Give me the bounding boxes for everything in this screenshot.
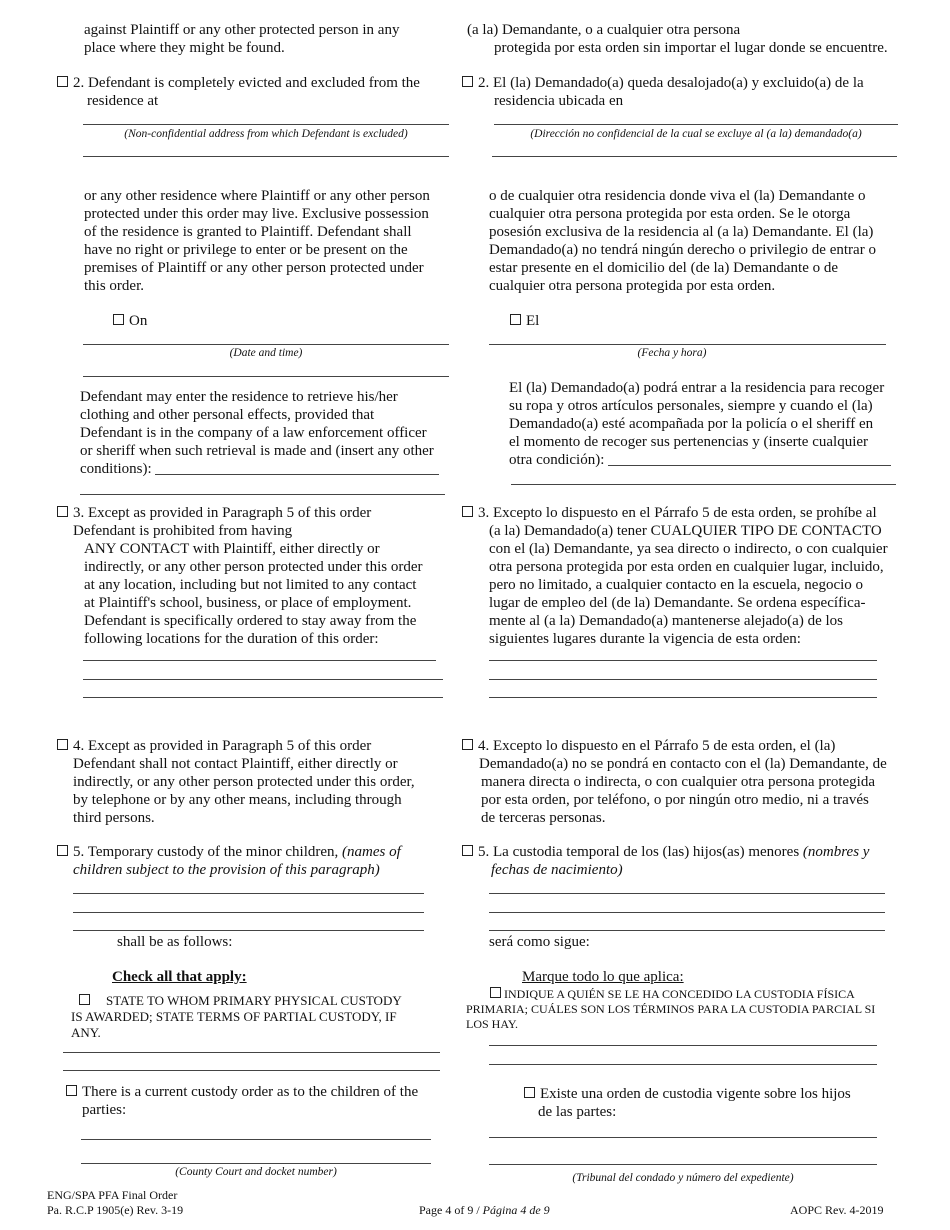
es-follows: será como sigue: bbox=[489, 934, 590, 950]
en-follows: shall be as follows: bbox=[117, 934, 233, 950]
en-item5-checkbox[interactable] bbox=[57, 845, 68, 856]
en-check-all: Check all that apply: bbox=[112, 969, 247, 985]
es-children-line-1[interactable] bbox=[489, 893, 885, 894]
en-on-option: On bbox=[113, 312, 147, 330]
es-children-line-3[interactable] bbox=[489, 930, 885, 931]
en-date-line-2[interactable] bbox=[83, 376, 449, 377]
es-date-line[interactable] bbox=[489, 344, 886, 345]
en-children-line-3[interactable] bbox=[73, 930, 424, 931]
en-locations-line-3[interactable] bbox=[83, 697, 443, 698]
en-item3-checkbox[interactable] bbox=[57, 506, 68, 517]
es-item4-heading: 4. Excepto lo dispuesto en el Párrafo 5 de esta orden, el (la) bbox=[462, 737, 835, 755]
es-item2-heading: 2. El (la) Demandado(a) queda desalojado(a) y excluido(a) de la bbox=[462, 74, 864, 92]
es-item5-heading: 5. La custodia temporal de los (las) hijos(as) menores (nombres y bbox=[462, 843, 869, 861]
en-item4-body: Defendant shall not contact Plaintiff, either directly or indirectly, or any other person protected under this order, by telephone or by any other means, including through third persons. bbox=[73, 756, 415, 826]
es-item3-heading: 3. Excepto lo dispuesto en el Párrafo 5 de esta orden, se prohíbe al bbox=[462, 504, 877, 522]
en-state-custody-checkbox[interactable] bbox=[79, 994, 90, 1005]
en-custody-line-2[interactable] bbox=[63, 1070, 440, 1071]
es-address-line-2[interactable] bbox=[492, 156, 897, 157]
es-address-caption: (Dirección no confidencial de la cual se excluye al (a la) demandado(a) bbox=[530, 128, 862, 140]
es-conditions-field[interactable] bbox=[608, 453, 891, 466]
en-item3-body: ANY CONTACT with Plaintiff, either directly or indirectly, or any other person protected under this order at any location, including but not limited to any contact at Plaintiff's school, business, or place of employment. Defendant is specifically ordered to stay away from the following locations for the duration of this order: bbox=[84, 541, 423, 647]
es-item5-italic: fechas de nacimiento) bbox=[491, 862, 623, 878]
es-locations-line-2[interactable] bbox=[489, 679, 877, 680]
es-el-checkbox[interactable] bbox=[510, 314, 521, 325]
es-intro: (a la) Demandante, o a cualquier otra persona protegida por esta orden sin importar el lugar donde se encuentre. bbox=[467, 22, 888, 56]
es-children-line-2[interactable] bbox=[489, 912, 885, 913]
en-children-line-1[interactable] bbox=[73, 893, 424, 894]
es-retrieve-text: El (la) Demandado(a) podrá entrar a la residencia para recoger su ropa y otros artículos personales, siempre y cuando el (la) Demandado(a) esté acompañada por la policía o el sheriff en el momento de recoger sus pertenencias y (inserte cualquier otra condición): bbox=[509, 379, 891, 469]
en-item2-body: or any other residence where Plaintiff or any other person protected under this order may live. Exclusive possession of the residence is granted to Plaintiff. Defendant shall have no right or privilege to enter or be present on the premises of Plaintiff or any other person protected under this order. bbox=[84, 188, 430, 294]
en-locations-line-2[interactable] bbox=[83, 679, 443, 680]
footer-form-id: ENG/SPA PFA Final Order Pa. R.C.P 1905(e) Rev. 3-19 bbox=[47, 1188, 184, 1217]
es-court-line-2[interactable] bbox=[489, 1164, 877, 1165]
es-state-custody-checkbox[interactable] bbox=[490, 987, 501, 998]
es-item3-body: (a la) Demandado(a) tener CUALQUIER TIPO DE CONTACTO con el (la) Demandante, ya sea directo o indirecto, o con cualquier otra persona protegida por esta orden en cualquier lugar, incluido, pero no limitado, a cualquier contacto en la escuela, negocio o lugar de empleo del (de la) Demandante. Se ordena específica- mente al (a la) Demandado(a) mantenerse alejado(a) de los siguientes lugares durante la vigencia de esta orden: bbox=[489, 523, 888, 647]
es-item2-checkbox[interactable] bbox=[462, 76, 473, 87]
es-state-custody: INDIQUE A QUIÉN SE LE HA CONCEDIDO LA CUSTODIA FÍSICA PRIMARIA; CUÁLES SON LOS TÉRMINOS PARA LA CUSTODIA PARCIAL SI LOS HAY. bbox=[466, 987, 876, 1031]
en-address-line-2[interactable] bbox=[83, 156, 449, 157]
en-court-line-1[interactable] bbox=[81, 1139, 431, 1140]
en-item5-italic: children subject to the provision of this paragraph) bbox=[73, 862, 380, 878]
en-on-checkbox[interactable] bbox=[113, 314, 124, 325]
en-state-custody: STATE TO WHOM PRIMARY PHYSICAL CUSTODY IS AWARDED; STATE TERMS OF PARTIAL CUSTODY, IF ANY. bbox=[71, 993, 402, 1040]
en-locations-line-1[interactable] bbox=[83, 660, 436, 661]
es-court-line-1[interactable] bbox=[489, 1137, 877, 1138]
en-current-custody-checkbox[interactable] bbox=[66, 1085, 77, 1096]
en-item3-heading: 3. Except as provided in Paragraph 5 of this order bbox=[57, 504, 371, 522]
en-intro: against Plaintiff or any other protected person in any place where they might be found. bbox=[84, 22, 400, 56]
es-locations-line-1[interactable] bbox=[489, 660, 877, 661]
es-el-option: El bbox=[510, 312, 539, 330]
en-item4-checkbox[interactable] bbox=[57, 739, 68, 750]
en-item5-heading: 5. Temporary custody of the minor children, (names of bbox=[57, 843, 401, 861]
en-conditions-line-2[interactable] bbox=[80, 494, 445, 495]
es-item2-heading-cont: residencia ubicada en bbox=[494, 93, 624, 109]
es-custody-line-2[interactable] bbox=[489, 1064, 877, 1065]
en-item3-heading-cont: Defendant is prohibited from having bbox=[73, 523, 293, 539]
en-conditions-field[interactable] bbox=[155, 462, 439, 475]
en-children-line-2[interactable] bbox=[73, 912, 424, 913]
es-item3-checkbox[interactable] bbox=[462, 506, 473, 517]
en-current-custody: There is a current custody order as to the children of the parties: bbox=[66, 1083, 418, 1119]
es-conditions-line-2[interactable] bbox=[511, 484, 896, 485]
es-item5-checkbox[interactable] bbox=[462, 845, 473, 856]
footer-page-number: Page 4 of 9 / Página 4 de 9 bbox=[419, 1203, 550, 1217]
en-item2-heading: 2. Defendant is completely evicted and excluded from the bbox=[57, 74, 420, 92]
es-custody-line-1[interactable] bbox=[489, 1045, 877, 1046]
es-item4-checkbox[interactable] bbox=[462, 739, 473, 750]
es-item4-body: Demandado(a) no se pondrá en contacto con el (la) Demandante, de manera directa o indirecta, o con cualquier otra persona protegida por esta orden, por teléfono, o por ningún otro medio, ni a través de terceras personas. bbox=[479, 756, 887, 826]
es-check-all: Marque todo lo que aplica: bbox=[522, 969, 684, 985]
es-current-custody-checkbox[interactable] bbox=[524, 1087, 535, 1098]
en-item2-checkbox[interactable] bbox=[57, 76, 68, 87]
es-locations-line-3[interactable] bbox=[489, 697, 877, 698]
en-item4-heading: 4. Except as provided in Paragraph 5 of this order bbox=[57, 737, 371, 755]
es-address-line-1[interactable] bbox=[494, 124, 898, 125]
es-current-custody: Existe una orden de custodia vigente sobre los hijos de las partes: bbox=[524, 1085, 851, 1121]
en-custody-line-1[interactable] bbox=[63, 1052, 440, 1053]
es-court-caption: (Tribunal del condado y número del expediente) bbox=[572, 1172, 794, 1184]
en-date-caption: (Date and time) bbox=[229, 347, 303, 359]
en-retrieve-text: Defendant may enter the residence to retrieve his/her clothing and other personal effects, provided that Defendant is in the company of a law enforcement officer or sheriff when such retrieval is made and (insert any other conditions): bbox=[80, 388, 439, 478]
en-date-line[interactable] bbox=[83, 344, 449, 345]
en-court-caption: (County Court and docket number) bbox=[175, 1166, 337, 1178]
en-address-line-1[interactable] bbox=[83, 124, 449, 125]
es-date-caption: (Fecha y hora) bbox=[637, 347, 707, 359]
en-court-line-2[interactable] bbox=[81, 1163, 431, 1164]
en-item2-heading-cont: residence at bbox=[87, 93, 159, 109]
es-item2-body: o de cualquier otra residencia donde viva el (la) Demandante o cualquier otra persona protegida por esta orden. Se le otorga posesión exclusiva de la residencia al (a la) Demandante. El (la) Demandado(a) no tendrá ningún derecho o privilegio de entrar o estar presente en el domicilio del (de la) Demandante o de cualquier otra persona protegida por esta orden. bbox=[489, 188, 876, 294]
footer-revision: AOPC Rev. 4-2019 bbox=[790, 1203, 884, 1217]
en-address-caption: (Non-confidential address from which Defendant is excluded) bbox=[124, 128, 408, 140]
